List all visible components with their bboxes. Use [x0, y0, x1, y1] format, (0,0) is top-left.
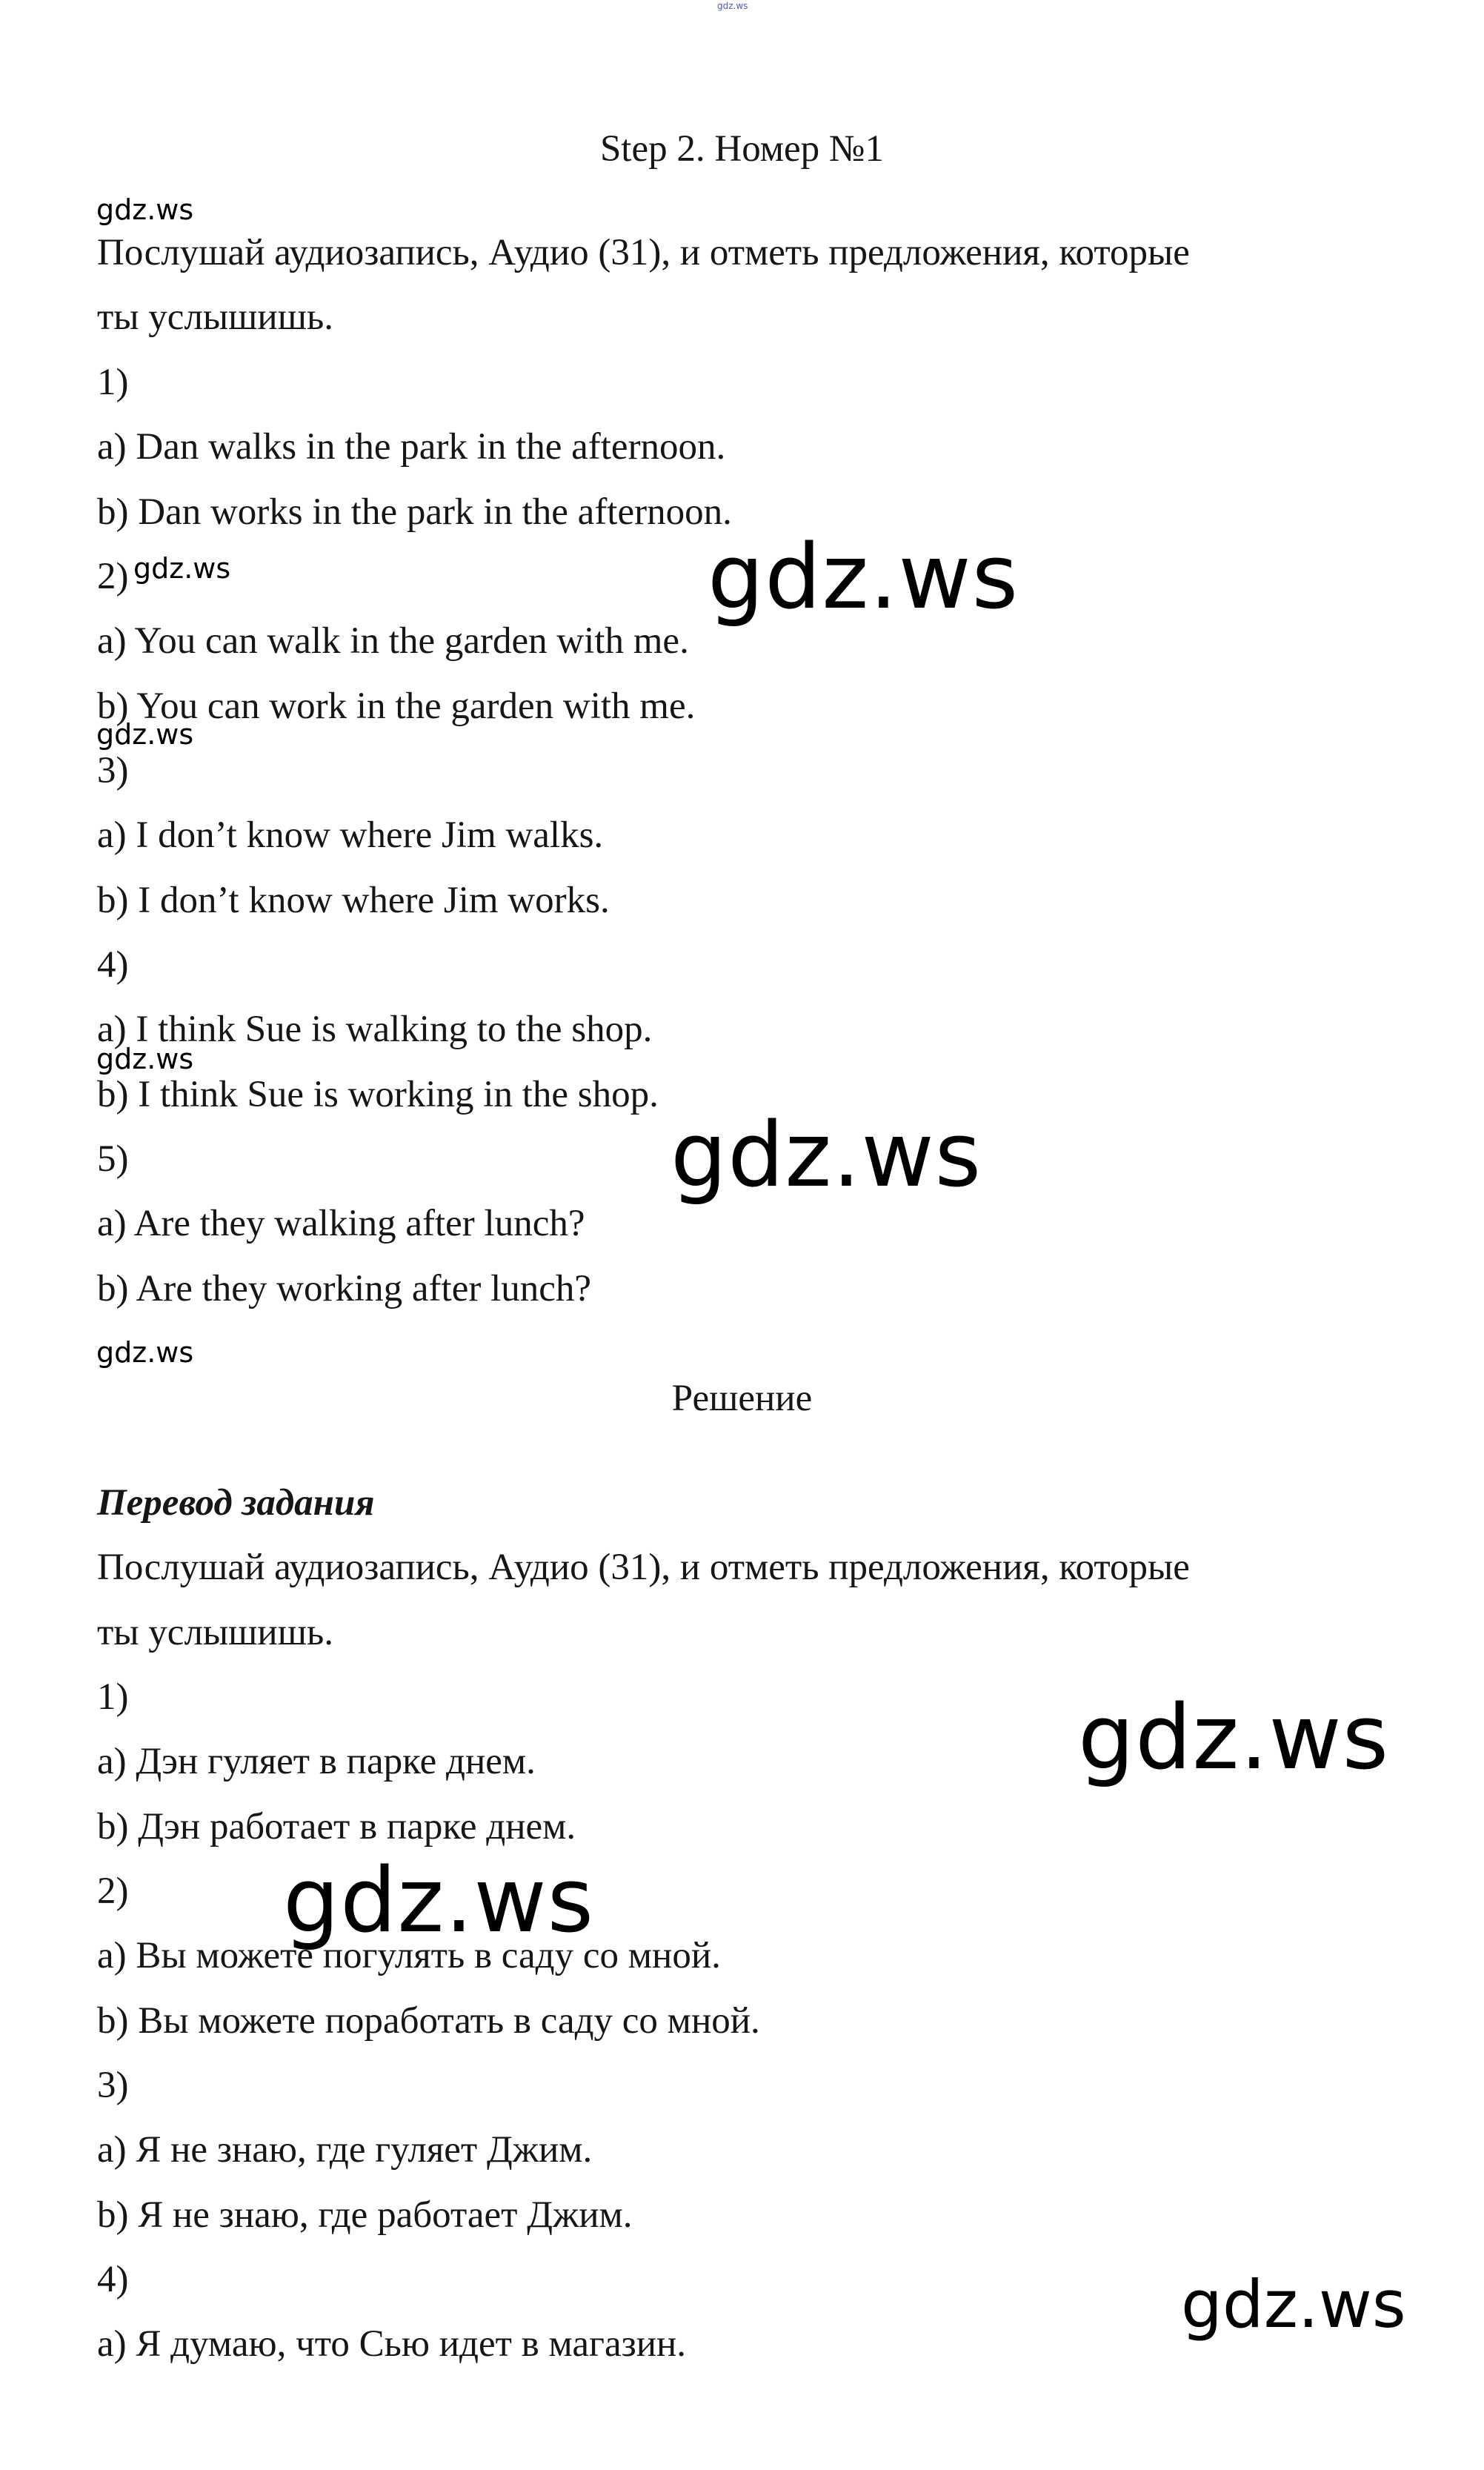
option-b: b) Вы можете поработать в саду со мной.: [97, 2000, 760, 2042]
option-b: b) Are they working after lunch?: [97, 1268, 592, 1309]
translation-instruction: ты услышишь.: [97, 1612, 333, 1653]
option-b: b) Дэн работает в парке днем.: [97, 1806, 576, 1847]
watermark-tiny: gdz.ws: [717, 1, 748, 11]
item-number: 4): [97, 944, 129, 986]
watermark-large: gdz.ws: [283, 1850, 595, 1953]
option-a: a) Я думаю, что Сью идет в магазин.: [97, 2323, 687, 2365]
option-a: a) Я не знаю, где гуляет Джим.: [97, 2129, 593, 2171]
watermark-small: gdz.ws: [96, 1336, 194, 1369]
task-instruction: ты услышишь.: [97, 296, 333, 338]
page-title: Step 2. Номер №1: [599, 128, 885, 170]
watermark-medium: gdz.ws: [1181, 2266, 1406, 2343]
item-number: 2): [97, 556, 129, 597]
task-instruction: Послушай аудиозапись, Аудио (31), и отметь предложения, которые: [97, 232, 1190, 273]
item-number: 2): [97, 1870, 129, 1912]
option-a: a) Are they walking after lunch?: [97, 1203, 585, 1244]
watermark-large: gdz.ws: [1078, 1687, 1390, 1790]
option-b: b) You can work in the garden with me.: [97, 685, 696, 727]
option-b: b) I think Sue is working in the shop.: [97, 1074, 659, 1115]
solution-heading: Решение: [671, 1378, 813, 1419]
item-number: 3): [97, 2065, 129, 2106]
option-b: b) Я не знаю, где работает Джим.: [97, 2194, 633, 2236]
option-a: a) I don’t know where Jim walks.: [97, 814, 604, 856]
item-number: 1): [97, 362, 129, 403]
option-b: b) I don’t know where Jim works.: [97, 880, 610, 921]
item-number: 5): [97, 1138, 129, 1180]
option-a: a) Вы можете погулять в саду со мной.: [97, 1935, 721, 1976]
watermark-small: gdz.ws: [133, 552, 231, 585]
option-b: b) Dan works in the park in the afternoon.: [97, 491, 732, 533]
watermark-small: gdz.ws: [96, 193, 194, 226]
watermark-large: gdz.ws: [671, 1104, 982, 1207]
watermark-large: gdz.ws: [708, 526, 1019, 629]
translation-instruction: Послушай аудиозапись, Аудио (31), и отметь предложения, которые: [97, 1547, 1190, 1588]
option-a: a) Dan walks in the park in the afternoon.: [97, 426, 726, 468]
option-a: a) You can walk in the garden with me.: [97, 620, 689, 662]
item-number: 3): [97, 750, 129, 791]
watermark-small: gdz.ws: [96, 1043, 194, 1075]
item-number: 4): [97, 2259, 129, 2300]
item-number: 1): [97, 1676, 129, 1718]
option-a: a) Дэн гуляет в парке днем.: [97, 1741, 536, 1782]
translation-heading: Перевод задания: [97, 1482, 375, 1524]
watermark-small: gdz.ws: [96, 718, 194, 751]
option-a: a) I think Sue is walking to the shop.: [97, 1009, 653, 1050]
